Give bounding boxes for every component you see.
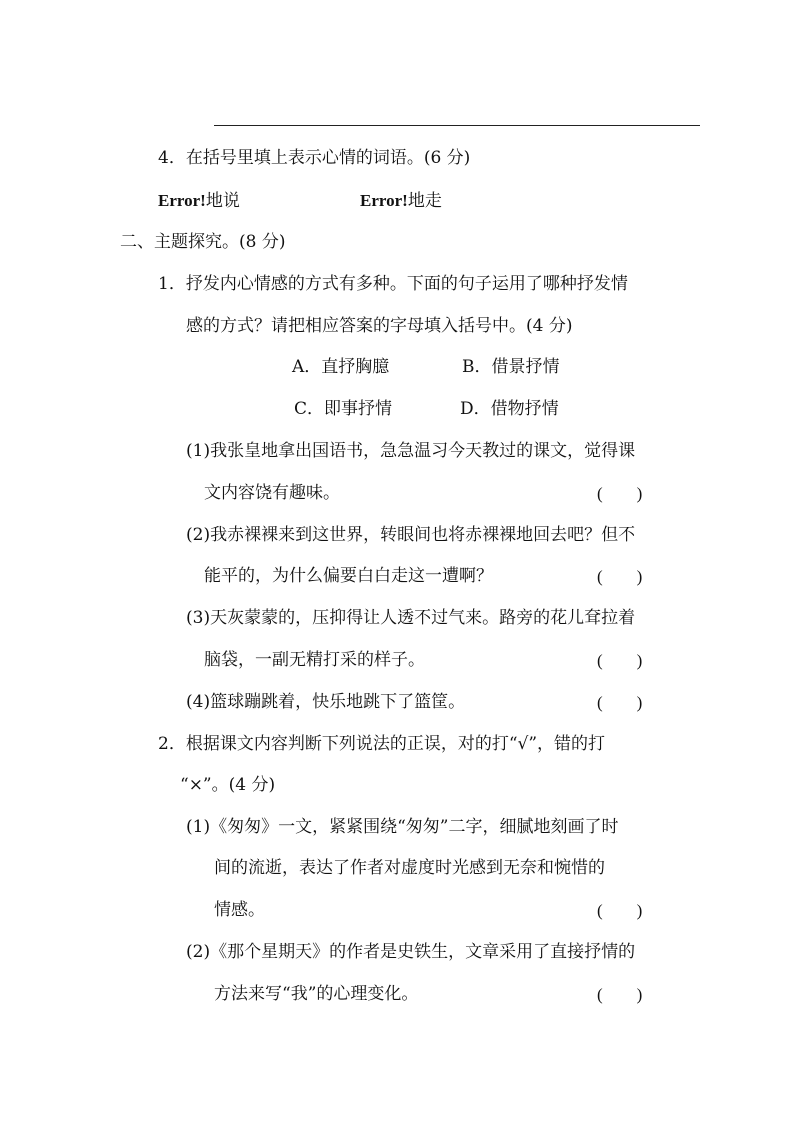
q2-line-2: “×”。(4 分) <box>180 775 276 795</box>
answer-blank[interactable]: ( ) <box>597 484 643 503</box>
answer-blank[interactable]: ( ) <box>597 901 643 920</box>
q4-item-1 <box>158 192 240 210</box>
q2-line-1: 2．根据课文内容判断下列说法的正误，对的打“√”，错的打 <box>158 734 606 754</box>
answer-blank[interactable]: ( ) <box>597 693 643 712</box>
answer-blank[interactable]: ( ) <box>597 985 643 1004</box>
q1-line-1: 1．抒发内心情感的方式有多种。下面的句子运用了哪种抒发情 <box>158 274 628 294</box>
error-field: Error! <box>360 191 408 210</box>
q1-line-2: 感的方式？请把相应答案的字母填入括号中。(4 分) <box>186 316 573 336</box>
answer-blank[interactable]: ( ) <box>597 567 643 586</box>
q1-item-4-line-1: (4)篮球蹦跳着，快乐地跳下了篮筐。 <box>186 692 466 712</box>
q1-item-3-line-2: 脑袋，一副无精打采的样子。 <box>204 650 425 670</box>
option-a: A．直抒胸臆 <box>292 357 390 377</box>
section-heading: 二、主题探究。(8 分) <box>120 232 286 252</box>
q2-item-2-line-1: (2)《那个星期天》的作者是史铁生，文章采用了直接抒情的 <box>186 942 636 962</box>
q2-item-1-line-1: (1)《匆匆》一文，紧紧围绕“匆匆”二字，细腻地刻画了时 <box>186 817 619 837</box>
option-d: D．借物抒情 <box>460 399 559 419</box>
answer-blank[interactable]: ( ) <box>597 651 643 670</box>
q4-item-1-tail: 地说 <box>205 191 240 211</box>
q4-heading: 4．在括号里填上表示心情的词语。(6 分) <box>158 148 471 168</box>
q4-item-2-tail: 地走 <box>407 191 442 211</box>
error-field: Error! <box>158 191 206 210</box>
q2-item-1-line-3: 情感。 <box>214 900 265 920</box>
q2-item-2-line-2: 方法来写“我”的心理变化。 <box>214 984 419 1004</box>
q1-item-1-line-2: 文内容饶有趣味。 <box>204 483 340 503</box>
q1-item-3-line-1: (3)天灰蒙蒙的，压抑得让人透不过气来。路旁的花儿耷拉着 <box>186 608 636 628</box>
q1-item-1-line-1: (1)我张皇地拿出国语书，急急温习今天教过的课文，觉得课 <box>186 441 636 461</box>
q4-item-2 <box>360 192 442 210</box>
option-c: C．即事抒情 <box>294 399 393 419</box>
header-rule <box>214 125 700 126</box>
q1-item-2-line-2: 能平的，为什么偏要白白走这一遭啊？ <box>204 566 493 586</box>
option-b: B．借景抒情 <box>462 357 560 377</box>
q1-item-2-line-1: (2)我赤裸裸来到这世界，转眼间也将赤裸裸地回去吧？但不 <box>186 525 636 545</box>
q2-item-1-line-2: 间的流逝，表达了作者对虚度时光感到无奈和惋惜的 <box>214 858 605 878</box>
